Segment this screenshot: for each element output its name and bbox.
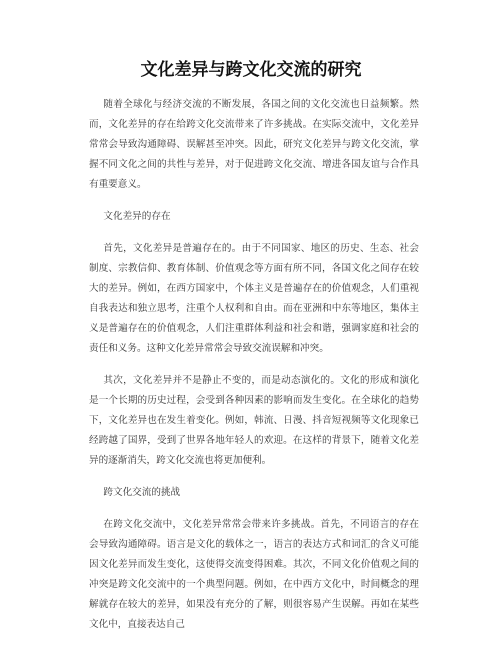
section-heading-cultural-differences: 文化差异的存在: [103, 211, 171, 222]
paragraph-intro: 随着全球化与经济交流的不断发展，各国之间的文化交流也日益频繁。然而，文化差异的存在给跨文化交流带来了许多挑战。在实际交流中，文化差异常常会导致沟通障碍、误解甚至冲突。因此，研究文化差异与跨文化交流，掌握不同文化之间的共性与差异，对于促进跨文化交流、增进各国友谊与合作具有重要意义。: [89, 99, 419, 190]
paragraph-universality: 首先，文化差异是普遍存在的。由于不同国家、地区的历史、生态、社会制度、宗教信仰、教育体制、价值观念等方面有所不同，各国文化之间存在较大的差异。例如，在西方国家中，个体主义是普遍存在的价值观念，人们重视自我表达和独立思考，注重个人权利和自由。而在亚洲和中东等地区，集体主义是普遍存在的价值观念，人们注重群体利益和社会和谐，强调家庭和社会的责任和义务。这种文化差异常常会导致交流误解和冲突。: [89, 243, 419, 354]
document-title: 文化差异与跨文化交流的研究: [140, 60, 362, 80]
document-body: [89, 95, 419, 647]
section-heading-challenges: 跨文化交流的挑战: [103, 487, 181, 498]
paragraph-dynamics: 其次，文化差异并不是静止不变的，而是动态演化的。文化的形成和演化是一个长期的历史过程，会受到各种因素的影响而发生变化。在全球化的趋势下，文化差异也在发生着变化。例如，韩流、日漫、抖音短视频等文化现象已经跨越了国界，受到了世界各地年轻人的欢迎。在这样的背景下，随着文化差异的逐渐消失，跨文化交流也将更加便利。: [89, 375, 419, 466]
paragraph-challenges: 在跨文化交流中，文化差异常常会带来许多挑战。首先，不同语言的存在会导致沟通障碍。语言是文化的载体之一，语言的表达方式和词汇的含义可能因文化差异而发生变化，这使得交流变得困难。其次，不同文化价值观之间的冲突是跨文化交流中的一个典型问题。例如，在中西方文化中，时间概念的理解就存在较大的差异，如果没有充分的了解，则很容易产生误解。再如在某些文化中，直接表达自己: [89, 519, 419, 630]
